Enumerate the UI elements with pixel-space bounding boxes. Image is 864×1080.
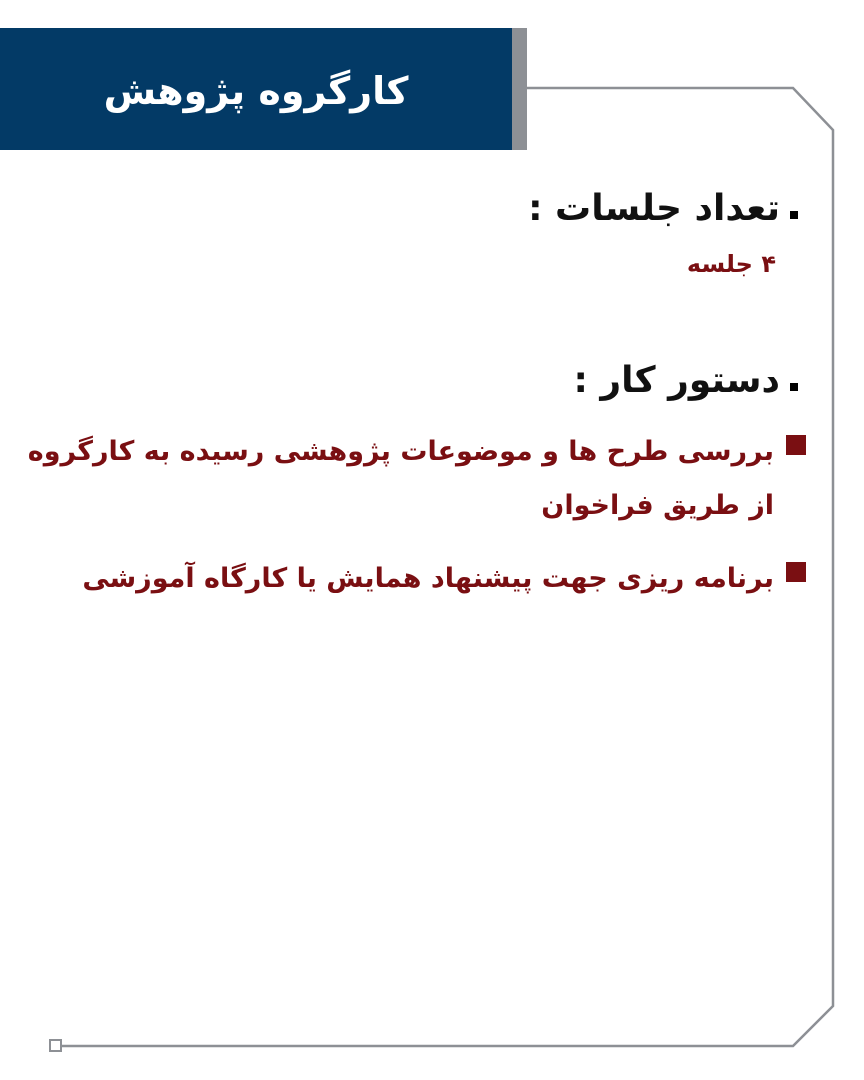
bullet-square-icon bbox=[790, 211, 798, 219]
sessions-heading-row bbox=[528, 188, 798, 229]
agenda-item-line: بررسی طرح ها و موضوعات پژوهشی رسیده به کارگروه bbox=[27, 436, 774, 467]
page-title: کارگروه پژوهش bbox=[103, 69, 409, 113]
agenda-item-line: از طریق فراخوان bbox=[541, 490, 774, 521]
bullet-square-icon bbox=[790, 383, 798, 391]
agenda-item bbox=[28, 425, 806, 533]
agenda-heading: دستور کار : bbox=[573, 360, 780, 401]
sessions-value: ۴ جلسه bbox=[686, 250, 776, 278]
title-banner-shadow bbox=[512, 28, 527, 150]
bullet-square-icon bbox=[786, 562, 806, 582]
frame-corner-marker bbox=[50, 1040, 61, 1051]
agenda-item-text bbox=[28, 425, 774, 533]
agenda-item-text bbox=[82, 552, 774, 606]
agenda-item-line: برنامه ریزی جهت پیشنهاد همایش یا کارگاه آموزشی bbox=[82, 563, 774, 594]
sessions-heading: تعداد جلسات : bbox=[528, 188, 780, 229]
bullet-square-icon bbox=[786, 435, 806, 455]
agenda-heading-row bbox=[573, 360, 798, 401]
agenda-item bbox=[82, 552, 806, 606]
